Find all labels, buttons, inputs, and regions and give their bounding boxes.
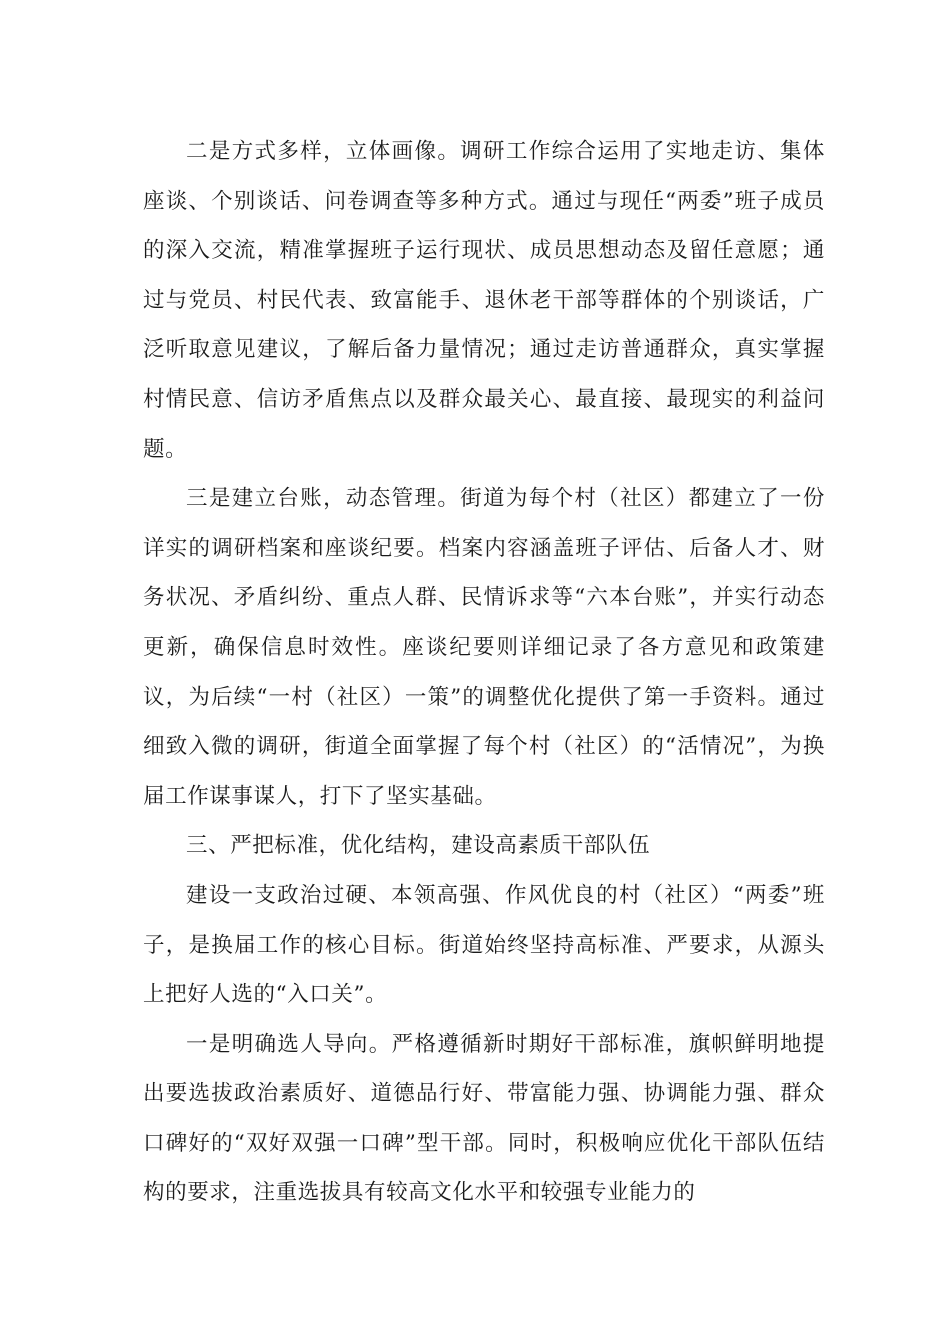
paragraph-ledger: 三是建立台账，动态管理。街道为每个村（社区）都建立了一份详实的调研档案和座谈纪要。档案内容涵盖班子评估、后备人才、财务状况、矛盾纠纷、重点人群、民情诉求等“六本台账”，并实行动态更新，确保信息时效性。座谈纪要则详细记录了各方意见和政策建议，为后续“一村（社区）一策”的调整优化提供了第一手资料。通过细致入微的调研，街道全面掌握了每个村（社区）的“活情况”，为换届工作谋事谋人，打下了坚实基础。	[143, 486, 825, 809]
paragraph-selection: 一是明确选人导向。严格遵循新时期好干部标准，旗帜鲜明地提出要选拔政治素质好、道德品行好、带富能力强、协调能力强、群众口碑好的“双好双强一口碑”型干部。同时，积极响应优化干部队伍结构的要求，注重选拔具有较高文化水平和较强专业能力的	[143, 1031, 825, 1206]
paragraph-methods: 二是方式多样，立体画像。调研工作综合运用了实地走访、集体座谈、个别谈话、问卷调查等多种方式。通过与现任“两委”班子成员的深入交流，精准掌握班子运行现状、成员思想动态及留任意愿；通过与党员、村民代表、致富能手、退休老干部等群体的个别谈话，广泛听取意见建议，了解后备力量情况；通过走访普通群众，真实掌握村情民意、信访矛盾焦点以及群众最关心、最直接、最现实的利益问题。	[143, 139, 825, 462]
section-heading: 三、严把标准，优化结构，建设高素质干部队伍	[186, 833, 651, 859]
document-body	[143, 127, 825, 1218]
paragraph-goal: 建设一支政治过硬、本领高强、作风优良的村（社区）“两委”班子，是换届工作的核心目标。街道始终坚持高标准、严要求，从源头上把好人选的“入口关”。	[143, 882, 825, 1008]
